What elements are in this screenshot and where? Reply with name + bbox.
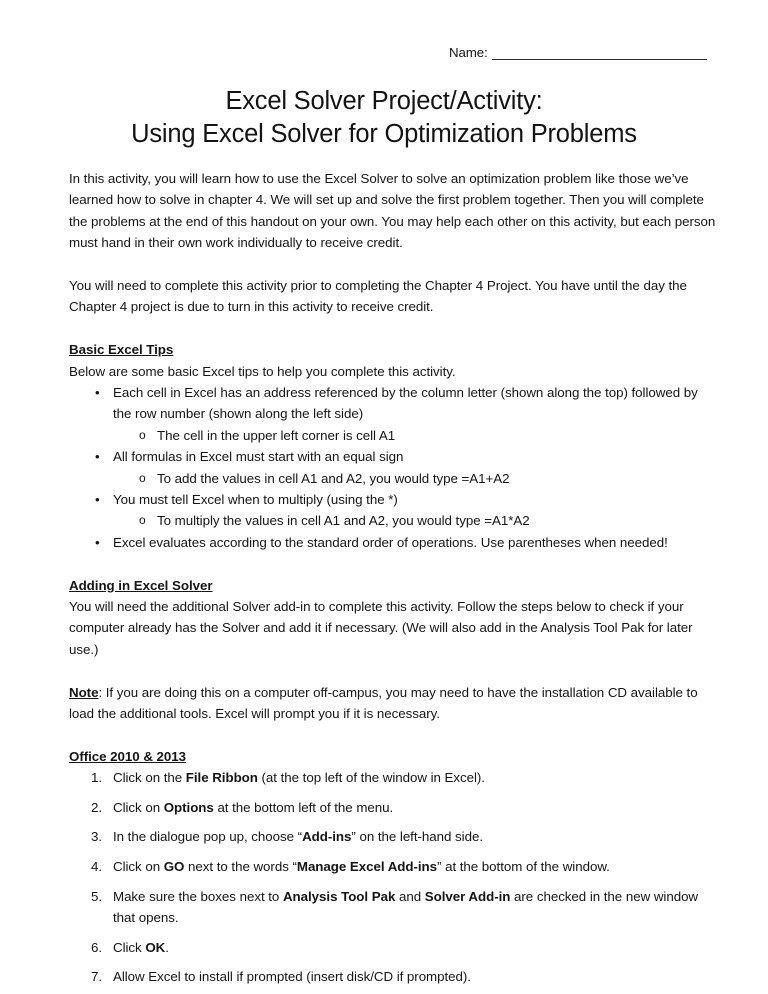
bullet-hollow-icon: o [139,513,146,528]
list-item-text-bold-2: Manage Excel Add-ins [296,859,438,875]
basic-tips-bullet-list [69,382,717,553]
spacer [69,254,717,275]
spacer [69,318,717,339]
bullet-filled-icon: • [95,449,100,465]
list-item-text-pre: In the dialogue pop up, choose “ [113,829,303,845]
list-item-text: Excel evaluates according to the standard order of operations. Use parentheses when needed! [113,534,668,550]
sub-list-item [113,510,717,531]
list-item-number: 1. [90,770,102,786]
list-item [69,532,717,553]
sub-list-item-text: To multiply the values in cell A1 and A2, you would type =A1*A2 [157,513,530,529]
spacer [69,660,717,681]
list-item [69,856,717,877]
basic-tips-lead: Below are some basic Excel tips to help you complete this activity. [69,363,456,379]
list-item-text-post-2: ” at the bottom of the window. [437,859,610,875]
list-item [69,446,717,489]
section-heading-office-versions [69,746,717,767]
list-item-text: You must tell Excel when to multiply (using the *) [113,492,398,508]
section-heading-adding-solver-label: Adding in Excel Solver [69,577,213,593]
list-item-text-bold: GO [163,859,185,875]
bullet-hollow-icon: o [139,470,146,485]
list-item-text-post-2: are checked in the new window that opens. [113,888,699,926]
name-field-line [449,44,717,61]
list-item-text-pre: Allow Excel to install if prompted (insert disk/CD if prompted). [113,969,471,985]
list-item-text-bold: Analysis Tool Pak [282,888,396,904]
list-item-text-bold: File Ribbon [185,770,258,786]
list-item [69,489,717,532]
spacer [69,725,717,746]
list-item-number: 4. [90,859,102,875]
sub-list-item [113,425,717,446]
list-item-text-pre: Make sure the boxes next to [113,888,283,904]
list-item-text-bold: Options [163,799,214,815]
bullet-filled-icon: • [95,385,100,401]
section-heading-adding-solver [69,575,717,596]
list-item-text-bold: Add-ins [302,829,352,845]
document-title-line1: Excel Solver Project/Activity: [225,87,543,115]
intro-paragraph-1: In this activity, you will learn how to use the Excel Solver to solve an optimization problem like those we’ve learned how to solve in chapter 4. We will set up and solve the first problem together. Then you will complete the problems at the end of this handout on your own. You may help each other on this activity, but each person must hand in their own work individually to receive credit. [69,171,716,251]
intro-paragraph-2: You will need to complete this activity prior to completing the Chapter 4 Project. You have until the day the Chapter 4 project is due to turn in this activity to receive credit. [69,278,687,315]
list-item-text-post: . [165,939,169,955]
list-item-text-bold-2: Solver Add-in [424,888,511,904]
list-item-text-post: (at the top left of the window in Excel). [257,770,485,786]
sub-list-item [113,468,717,489]
note-label: Note [69,684,99,700]
list-item-text-pre: Click [113,939,146,955]
list-item-number: 6. [90,939,102,955]
list-item-text: All formulas in Excel must start with an equal sign [113,449,404,465]
document-body [69,168,717,988]
section-heading-basic-excel-tips [69,339,717,360]
adding-solver-paragraph: You will need the additional Solver add-in to complete this activity. Follow the steps below to check if your computer already has the Solver and add it if necessary. (We will also add in the Analysis Tool Pak for later use.) [69,599,693,657]
bullet-hollow-icon: o [139,427,146,442]
section-heading-office-versions-label: Office 2010 & 2013 [69,748,187,764]
list-item [69,886,717,929]
name-label: Name: [449,45,488,60]
list-item [69,767,717,788]
note-text: : If you are doing this on a computer off-campus, you may need to have the installation CD available to load the additional tools. Excel will prompt you if it is necessary. [69,684,698,722]
bullet-filled-icon: • [95,492,100,508]
bullet-filled-icon: • [95,534,100,550]
list-item-text-post: and [395,888,425,904]
list-item-text-pre: Click on [113,799,164,815]
list-item-number: 7. [90,969,102,985]
list-item-text-bold: OK [145,939,166,955]
sub-list [113,510,717,531]
sub-list-item-text: To add the values in cell A1 and A2, you would type =A1+A2 [157,470,510,486]
list-item-text-post: ” on the left-hand side. [351,829,483,845]
list-item [69,937,717,958]
office-steps-list [69,767,717,987]
list-item [69,826,717,847]
list-item-number: 2. [90,799,102,815]
list-item-text-post: at the bottom left of the menu. [213,799,394,815]
list-item-number: 5. [90,888,102,904]
document-title-line2: Using Excel Solver for Optimization Problems [131,120,637,148]
list-item-text-pre: Click on the [113,770,186,786]
list-item-text-post: next to the words “ [184,859,297,875]
list-item-number: 3. [90,829,102,845]
list-item [69,966,717,987]
note-paragraph [69,682,717,725]
spacer [69,553,717,574]
sub-list-item-text: The cell in the upper left corner is cell A1 [157,427,396,443]
sub-list [113,425,717,446]
list-item [69,382,717,446]
sub-list [113,468,717,489]
section-heading-basic-excel-tips-label: Basic Excel Tips [69,342,174,358]
list-item-text: Each cell in Excel has an address referenced by the column letter (shown along the top) followed by the row number (shown along the left side) [113,385,698,422]
name-blank-rule [492,59,707,60]
list-item [69,797,717,818]
list-item-text-pre: Click on [113,859,164,875]
